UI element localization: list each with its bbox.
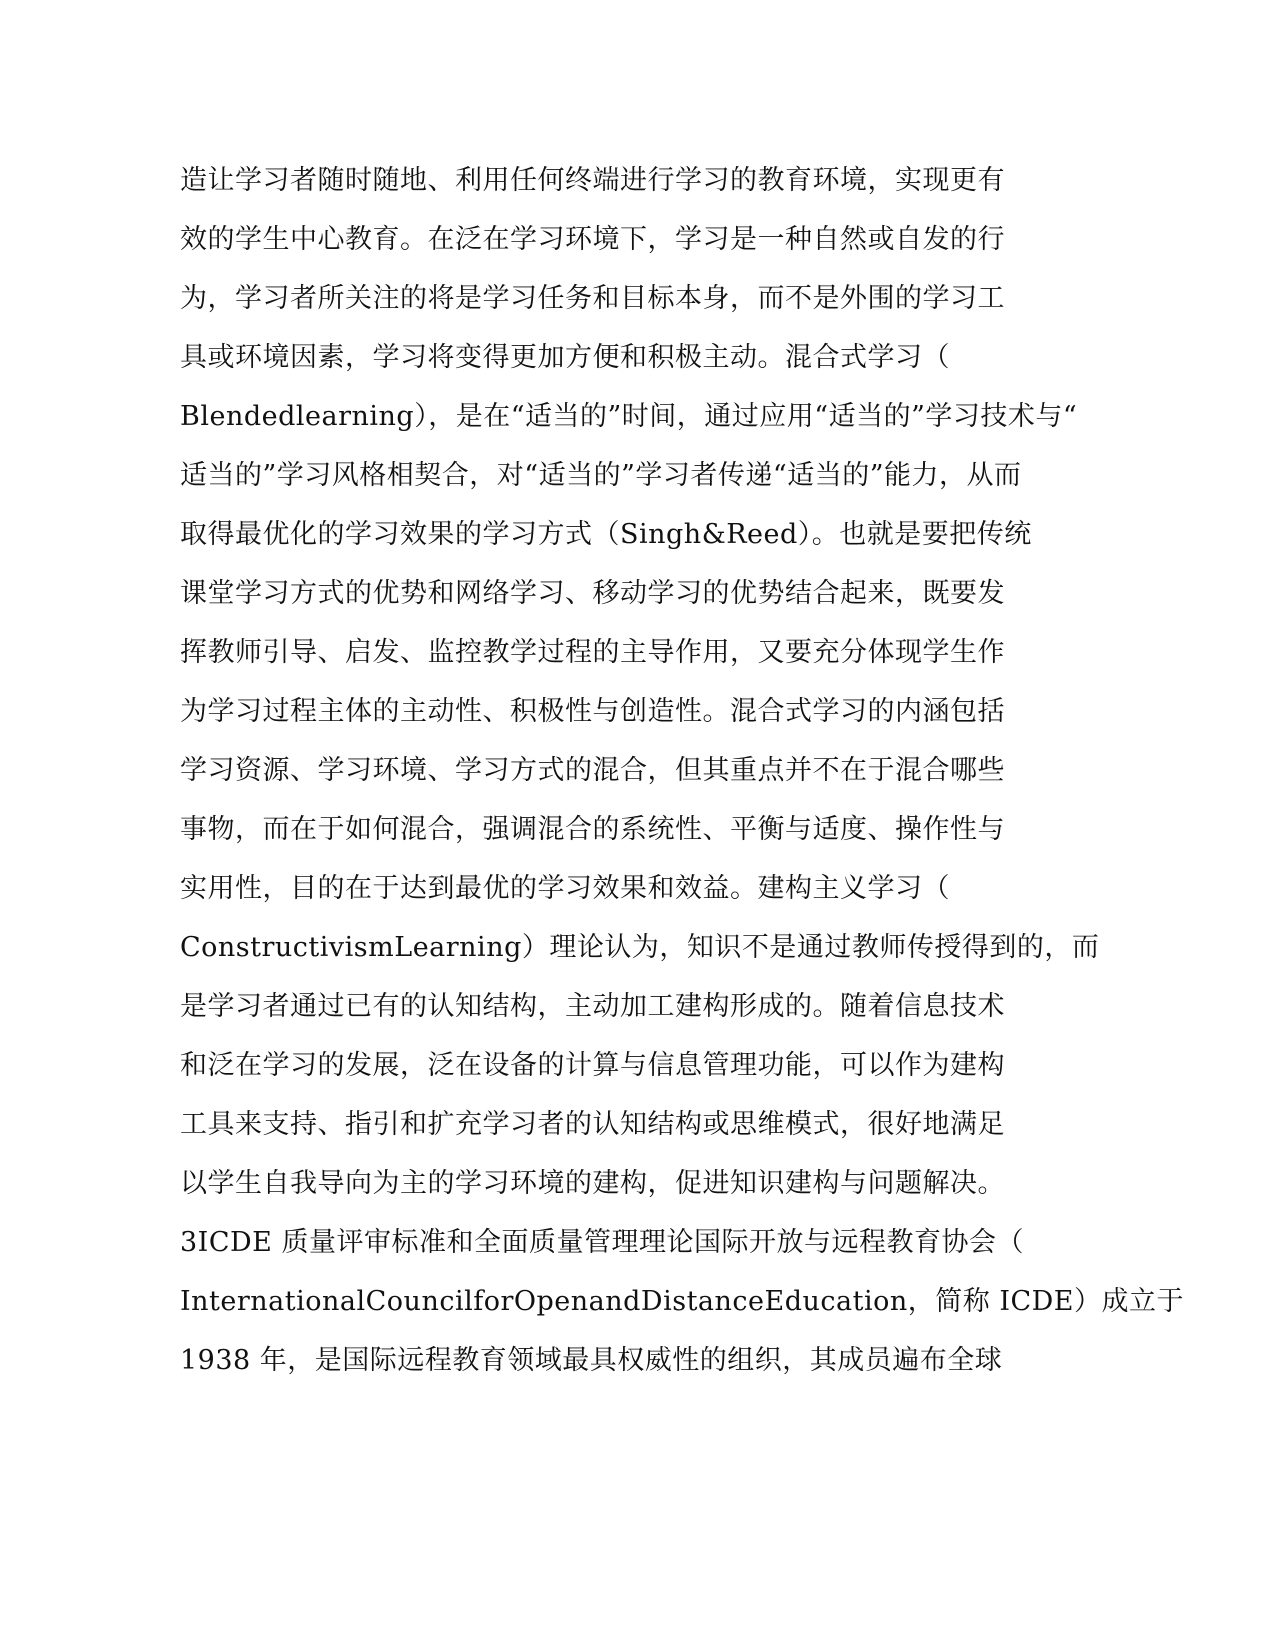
text-line: 课堂学习方式的优势和网络学习、移动学习的优势结合起来，既要发 xyxy=(180,578,1005,609)
text-line: 事物，而在于如何混合，强调混合的系统性、平衡与适度、操作性与 xyxy=(180,814,1005,845)
text-line: 具或环境因素，学习将变得更加方便和积极主动。混合式学习（ xyxy=(180,342,950,373)
text-line: 3ICDE 质量评审标准和全面质量管理理论国际开放与远程教育协会（ xyxy=(180,1227,1024,1258)
text-line: 工具来支持、指引和扩充学习者的认知结构或思维模式，很好地满足 xyxy=(180,1109,1005,1140)
text-line: 是学习者通过已有的认知结构，主动加工建构形成的。随着信息技术 xyxy=(180,991,1005,1022)
text-line: 适当的”学习风格相契合，对“适当的”学习者传递“适当的”能力，从而 xyxy=(180,460,1022,491)
text-line: 以学生自我导向为主的学习环境的建构，促进知识建构与问题解决。 xyxy=(180,1168,1005,1199)
text-line: 挥教师引导、启发、监控教学过程的主导作用，又要充分体现学生作 xyxy=(180,637,1005,668)
text-line: 效的学生中心教育。在泛在学习环境下，学习是一种自然或自发的行 xyxy=(180,224,1005,255)
text-line: 实用性，目的在于达到最优的学习效果和效益。建构主义学习（ xyxy=(180,873,950,904)
text-line: 为，学习者所关注的将是学习任务和目标本身，而不是外围的学习工 xyxy=(180,283,1005,314)
text-line: InternationalCouncilforOpenandDistanceEducation，简称 ICDE）成立于 xyxy=(180,1286,1185,1317)
text-line: 1938 年，是国际远程教育领域最具权威性的组织，其成员遍布全球 xyxy=(180,1345,1003,1376)
text-line: Blendedlearning），是在“适当的”时间，通过应用“适当的”学习技术与“ xyxy=(180,401,1078,432)
text-line: 和泛在学习的发展，泛在设备的计算与信息管理功能，可以作为建构 xyxy=(180,1050,1005,1081)
text-line: 为学习过程主体的主动性、积极性与创造性。混合式学习的内涵包括 xyxy=(180,696,1005,727)
text-line: ConstructivismLearning）理论认为，知识不是通过教师传授得到的，而 xyxy=(180,932,1100,963)
body-text xyxy=(180,158,1185,1397)
text-line: 取得最优化的学习效果的学习方式（Singh&Reed）。也就是要把传统 xyxy=(180,519,1032,550)
text-line: 造让学习者随时随地、利用任何终端进行学习的教育环境，实现更有 xyxy=(180,165,1005,196)
text-line: 学习资源、学习环境、学习方式的混合，但其重点并不在于混合哪些 xyxy=(180,755,1005,786)
